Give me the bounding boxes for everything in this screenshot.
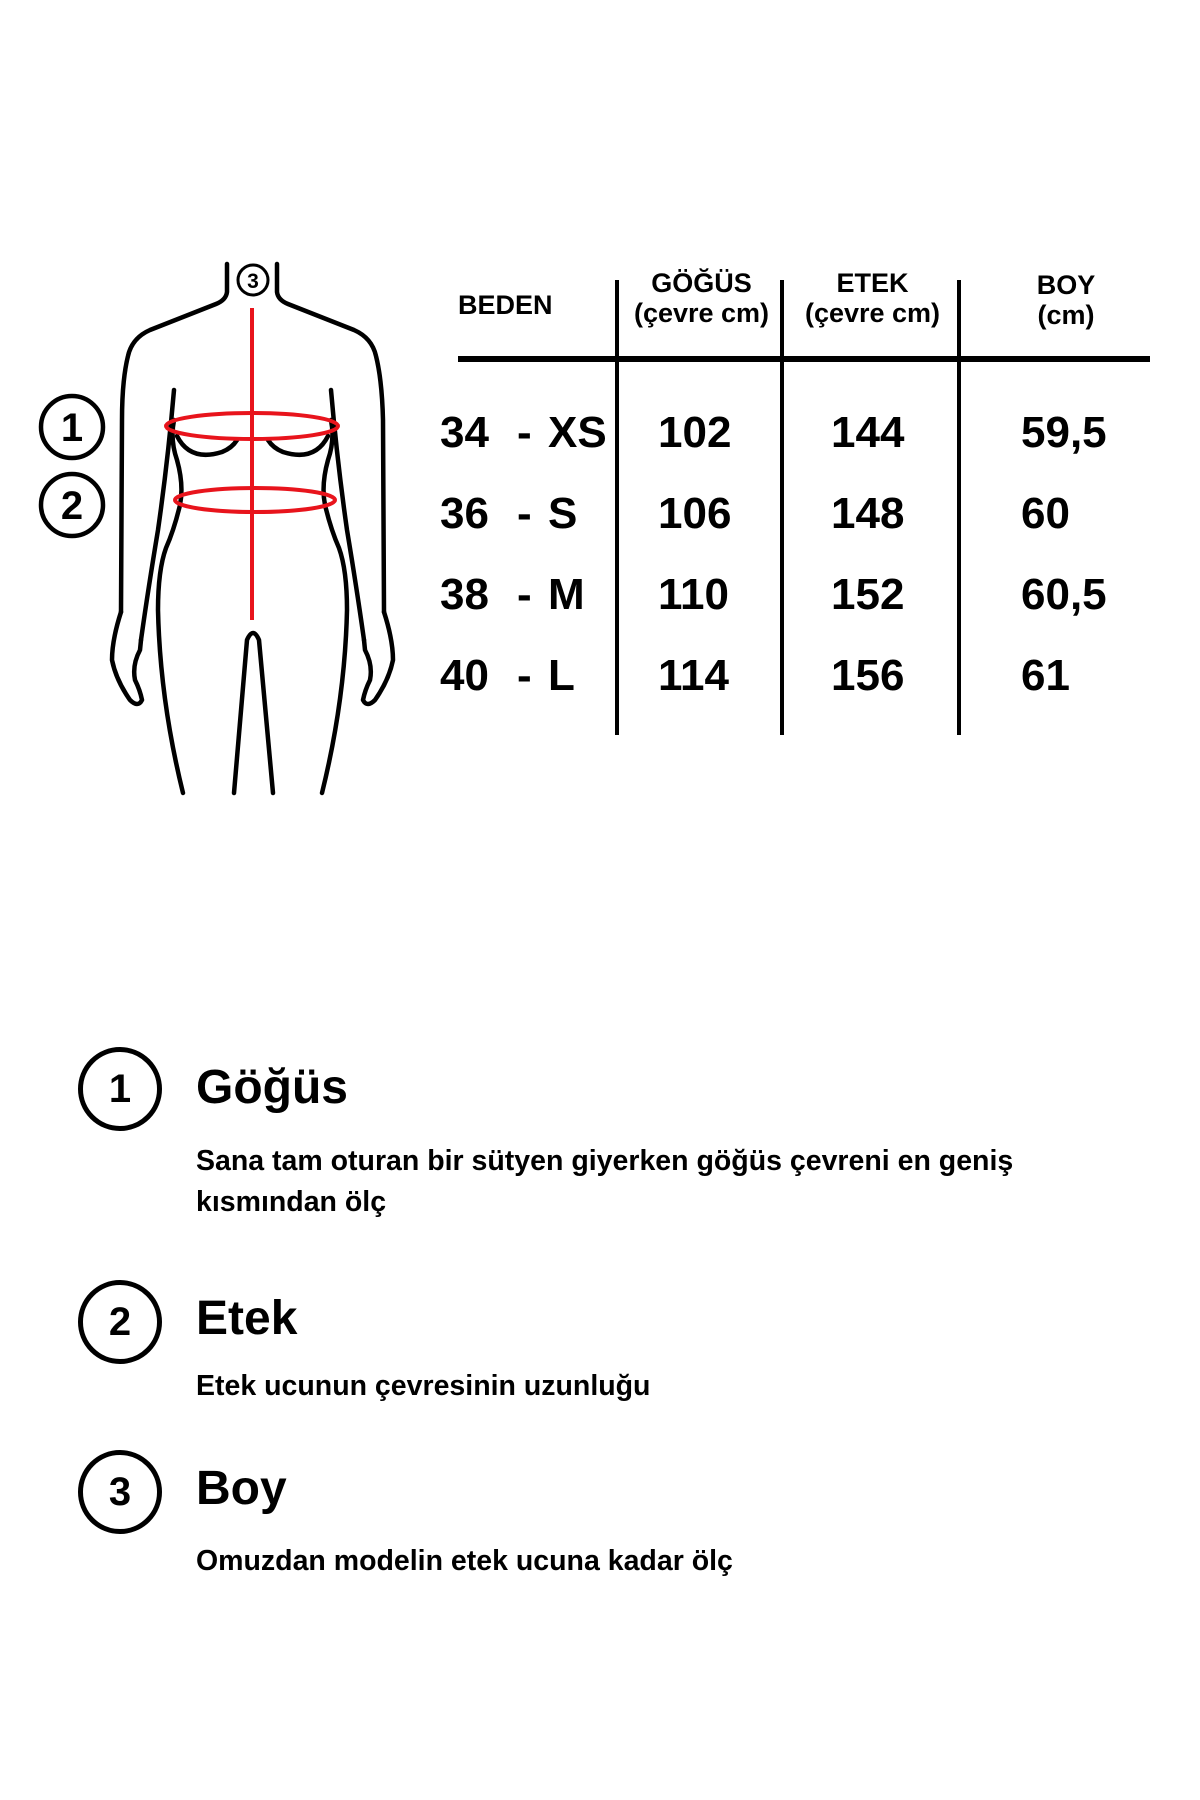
- size-number: 36: [440, 489, 489, 538]
- table-row: [440, 651, 610, 701]
- header-etek-title: ETEK: [836, 268, 909, 298]
- number-3-icon: 3: [78, 1450, 162, 1534]
- header-boy-title: BOY: [1036, 270, 1096, 300]
- gogus-value: 110: [658, 570, 729, 619]
- gogus-value: 114: [658, 651, 729, 700]
- svg-text:1: 1: [60, 406, 84, 450]
- size-dash: -: [517, 489, 532, 538]
- etek-value: 156: [831, 651, 905, 700]
- size-dash: -: [517, 570, 532, 619]
- size-dash: -: [517, 651, 532, 700]
- boy-value: 60: [1021, 489, 1070, 538]
- legend-title: Etek: [196, 1292, 298, 1345]
- body-measurement-figure: [0, 0, 440, 820]
- legend-description: Omuzdan modelin etek ucuna kadar ölç: [196, 1545, 733, 1577]
- legend-title: Göğüs: [196, 1061, 348, 1114]
- boy-value: 60,5: [1021, 570, 1107, 619]
- table-row: [440, 408, 610, 458]
- size-letter: XS: [548, 408, 607, 457]
- table-row: [440, 570, 610, 620]
- etek-value: 152: [831, 570, 905, 619]
- gogus-value: 102: [658, 408, 732, 457]
- size-letter: L: [548, 651, 575, 700]
- body-outline-icon: [0, 0, 440, 820]
- header-gogus-title: GÖĞÜS: [651, 268, 752, 298]
- legend-title: Boy: [196, 1462, 287, 1515]
- legend-description: Etek ucunun çevresinin uzunluğu: [196, 1370, 651, 1402]
- size-number: 40: [440, 651, 489, 700]
- size-number: 34: [440, 408, 489, 457]
- column-divider-1: [615, 280, 619, 735]
- column-divider-2: [780, 280, 784, 735]
- etek-value: 148: [831, 489, 905, 538]
- svg-text:2: 2: [60, 484, 84, 528]
- header-gogus: [621, 268, 782, 328]
- gogus-value: 106: [658, 489, 732, 538]
- boy-value: 61: [1021, 651, 1070, 700]
- header-etek-sub: (çevre cm): [804, 298, 941, 328]
- header-boy-sub: (cm): [1037, 300, 1095, 330]
- header-beden: [458, 290, 570, 320]
- size-number: 38: [440, 570, 489, 619]
- figure-marker-3-label: 3: [247, 270, 259, 293]
- size-letter: M: [548, 570, 585, 619]
- table-row: [440, 489, 610, 539]
- column-divider-3: [957, 280, 961, 735]
- size-letter: S: [548, 489, 578, 538]
- legend-description: Sana tam oturan bir sütyen giyerken göğüs çevreni en geniş kısmından ölç: [196, 1145, 1014, 1218]
- header-boy: [1000, 270, 1132, 330]
- number-1-icon: 1: [78, 1047, 162, 1131]
- number-2-icon: 2: [78, 1280, 162, 1364]
- boy-value: 59,5: [1021, 408, 1107, 457]
- header-etek: [786, 268, 959, 328]
- header-gogus-sub: (çevre cm): [633, 298, 770, 328]
- header-divider: [458, 356, 1150, 362]
- etek-value: 144: [831, 408, 905, 457]
- size-dash: -: [517, 408, 532, 457]
- header-beden-title: BEDEN: [458, 290, 553, 320]
